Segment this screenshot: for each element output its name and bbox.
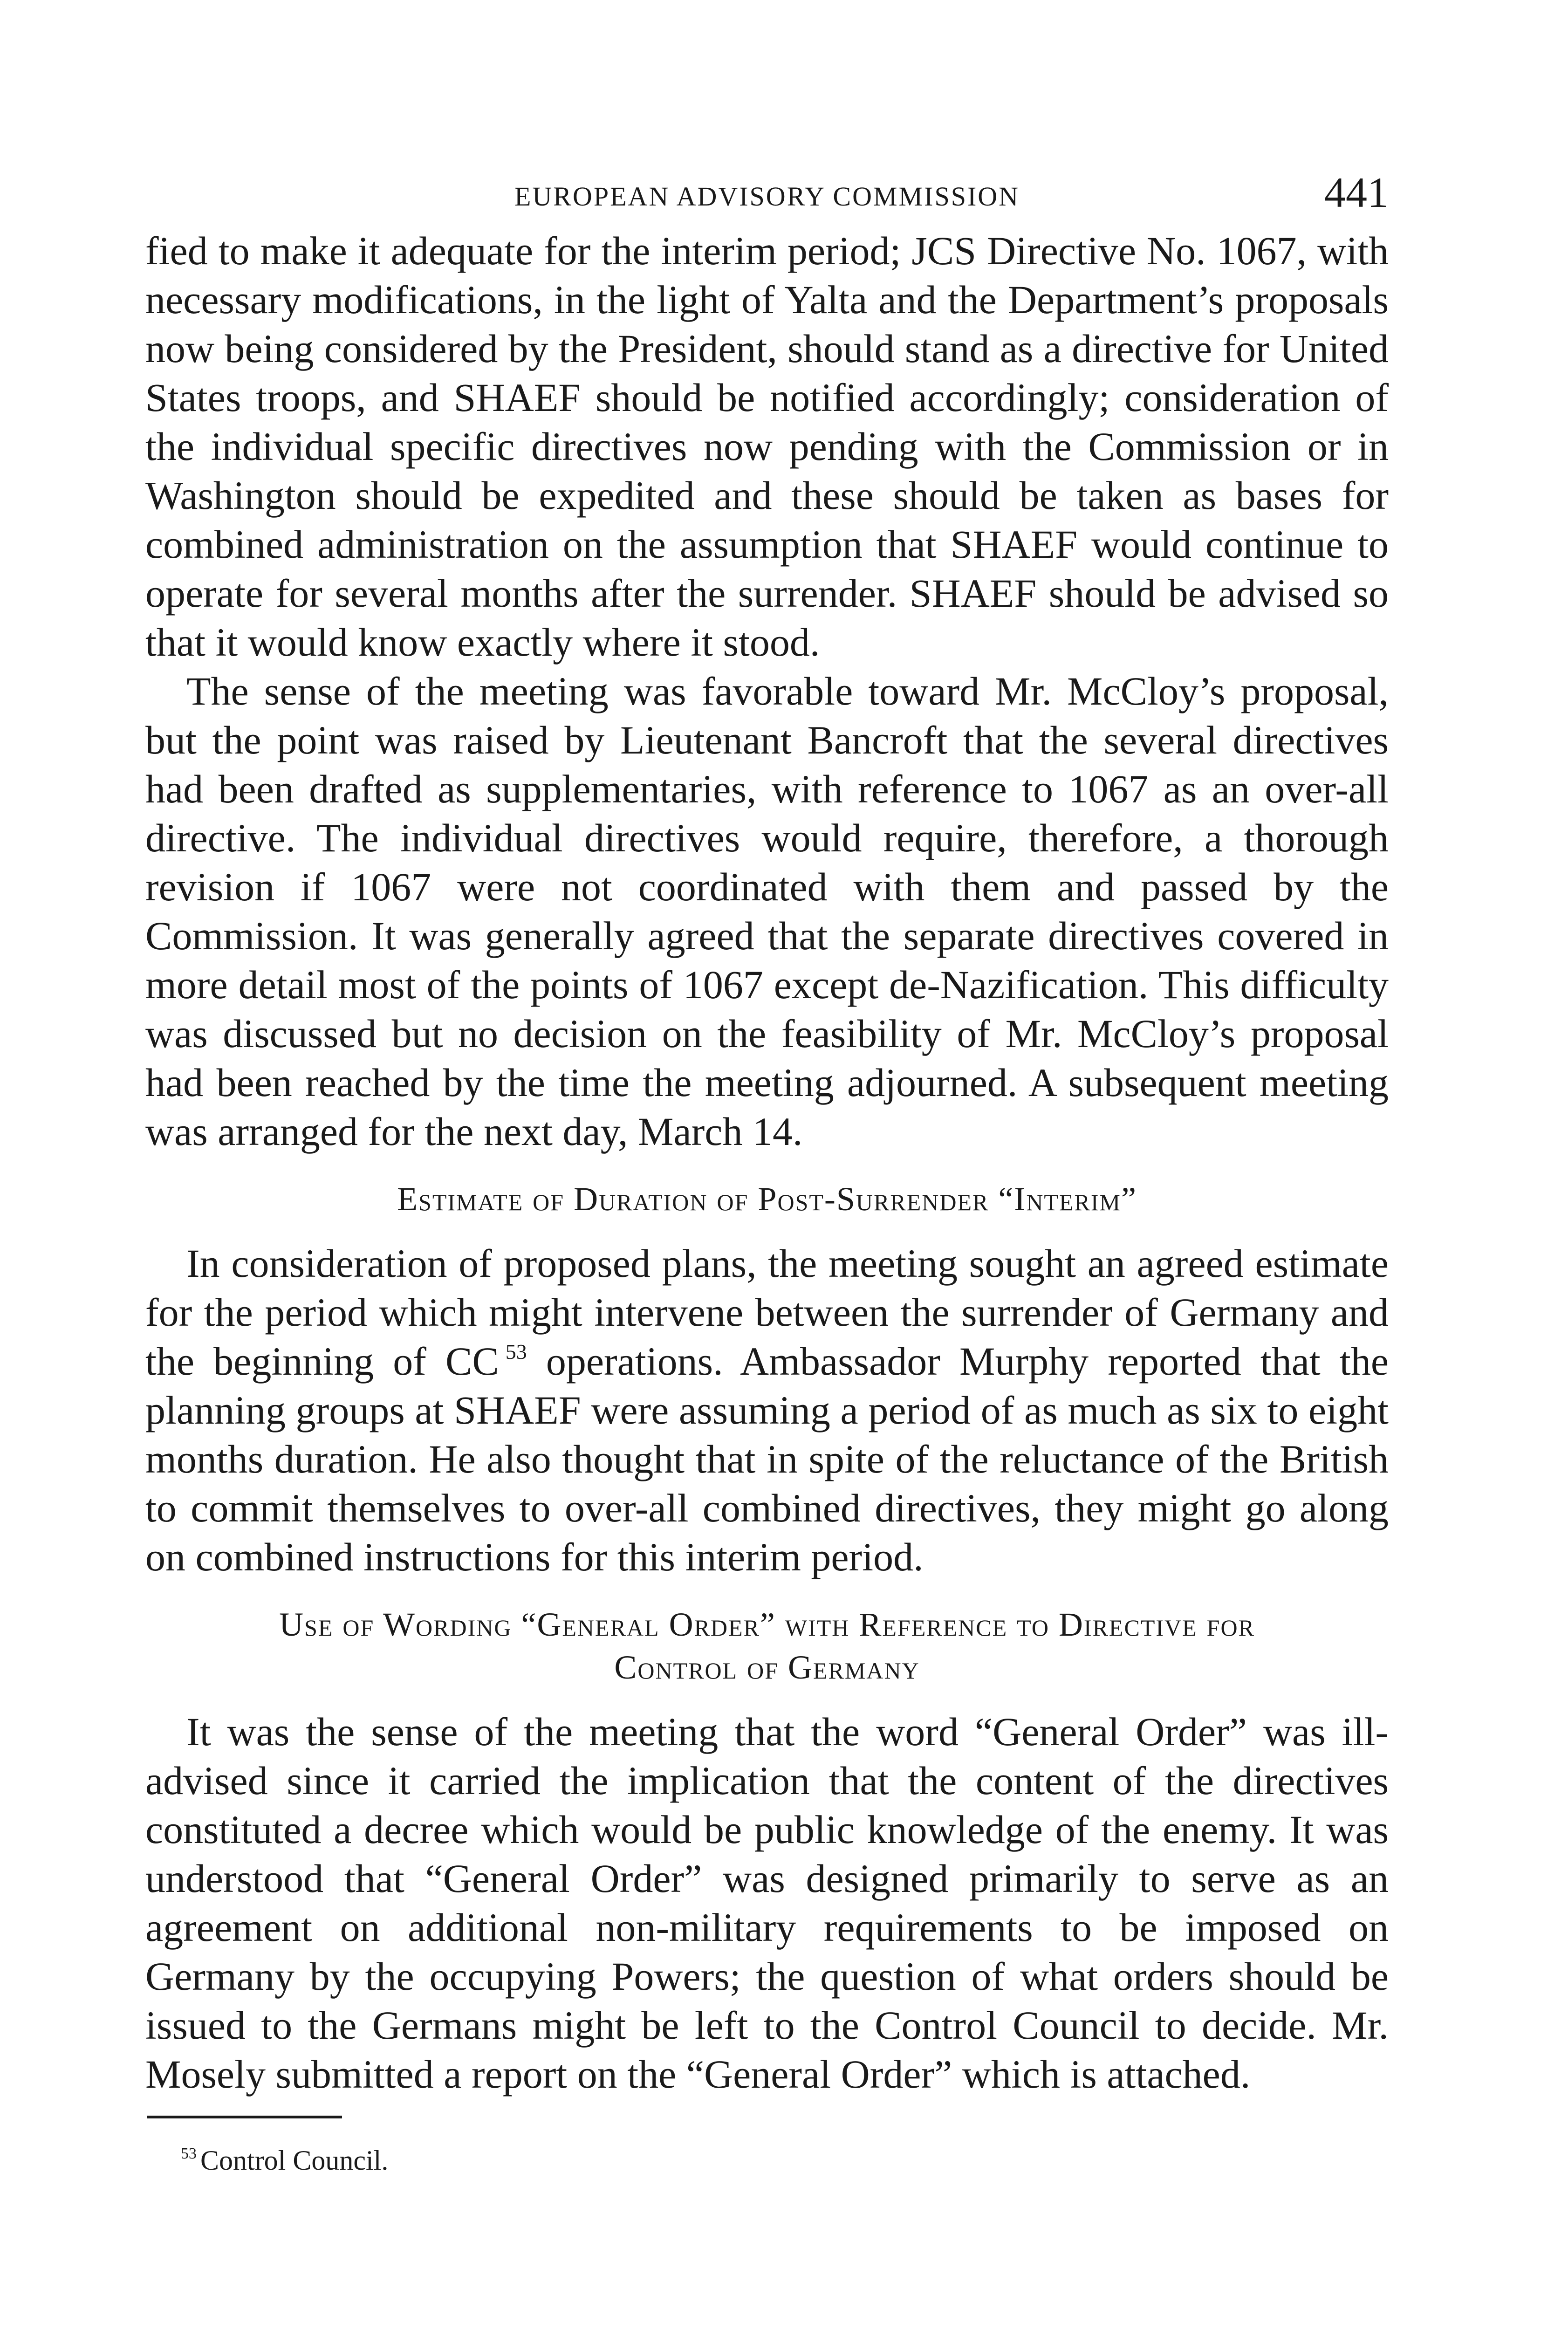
estimate-text-part1: In consideration of proposed plans, the meeting sought an agreed estimate for the period which might intervene between the surrender of Germany and the beginning of CC <box>145 1241 1389 1384</box>
page-number: 441 <box>1324 169 1389 216</box>
paragraph-mccloy-proposal: The sense of the meeting was favorable toward Mr. McCloy’s proposal, but the point was raised by Lieutenant Bancroft that the several directives had been drafted as supplementaries, with reference to 1067 as an over-all directive. The individual directives would require, therefore, a thorough revision if 1067 were not coordinated with them and passed by the Commission. It was generally agreed that the separate directives covered in more detail most of the points of 1067 except de-Nazification. This difficulty was discussed but no decision on the feasibility of Mr. McCloy’s proposal had been reached by the time the meeting adjourned. A subsequent meeting was arranged for the next day, March 14. <box>145 669 1389 1154</box>
paragraph-continuation: fied to make it adequate for the interim period; JCS Directive No. 1067, with necessary modifications, in the light of Yalta and the Department’s proposals now being considered by the President, should stand as a directive for United States troops, and SHAEF should be notified accordingly; consideration of the individual specific directives now pending with the Commission or in Washington should be expedited and these should be taken as bases for combined administration on the assumption that SHAEF would continue to operate for several months after the surrender. SHAEF should be advised so that it would know exactly where it stood. <box>145 228 1389 665</box>
running-header <box>145 168 1389 224</box>
footnote-reference: 53 <box>505 1340 527 1364</box>
estimate-text-part2: operations. Ambassador Murphy reported that the planning groups at SHAEF were assuming a period of as much as six to eight months duration. He also thought that in spite of the reluctance of the British to commit themselves to over-all combined directives, they might go along on combined instructions for this interim period. <box>145 1339 1389 1579</box>
footnote <box>181 2142 1389 2179</box>
running-title: EUROPEAN ADVISORY COMMISSION <box>514 181 1020 212</box>
section-heading-wording-line1: Use of Wording “General Order” with Reference to Directive for <box>279 1606 1255 1643</box>
footnote-mark: 53 <box>181 2145 197 2162</box>
section-heading-wording <box>145 1603 1389 1689</box>
section-heading-estimate: Estimate of Duration of Post-Surrender “Interim” <box>397 1180 1137 1218</box>
paragraph-estimate <box>145 1239 1389 1582</box>
footnote-text: Control Council. <box>200 2145 389 2176</box>
footnote-divider <box>147 2116 342 2118</box>
section-heading-wording-line2: Control of Germany <box>614 1649 920 1686</box>
document-page <box>145 168 1389 2179</box>
paragraph-general-order: It was the sense of the meeting that the word “General Order” was ill-advised since it carried the implication that the content of the directives constituted a decree which would be public knowledge of the enemy. It was understood that “General Order” was designed primarily to serve as an agreement on additional non-military requirements to be imposed on Germany by the occupying Powers; the question of what orders should be issued to the Germans might be left to the Control Council to decide. Mr. Mosely submitted a report on the “General Order” which is attached. <box>145 1709 1389 2097</box>
